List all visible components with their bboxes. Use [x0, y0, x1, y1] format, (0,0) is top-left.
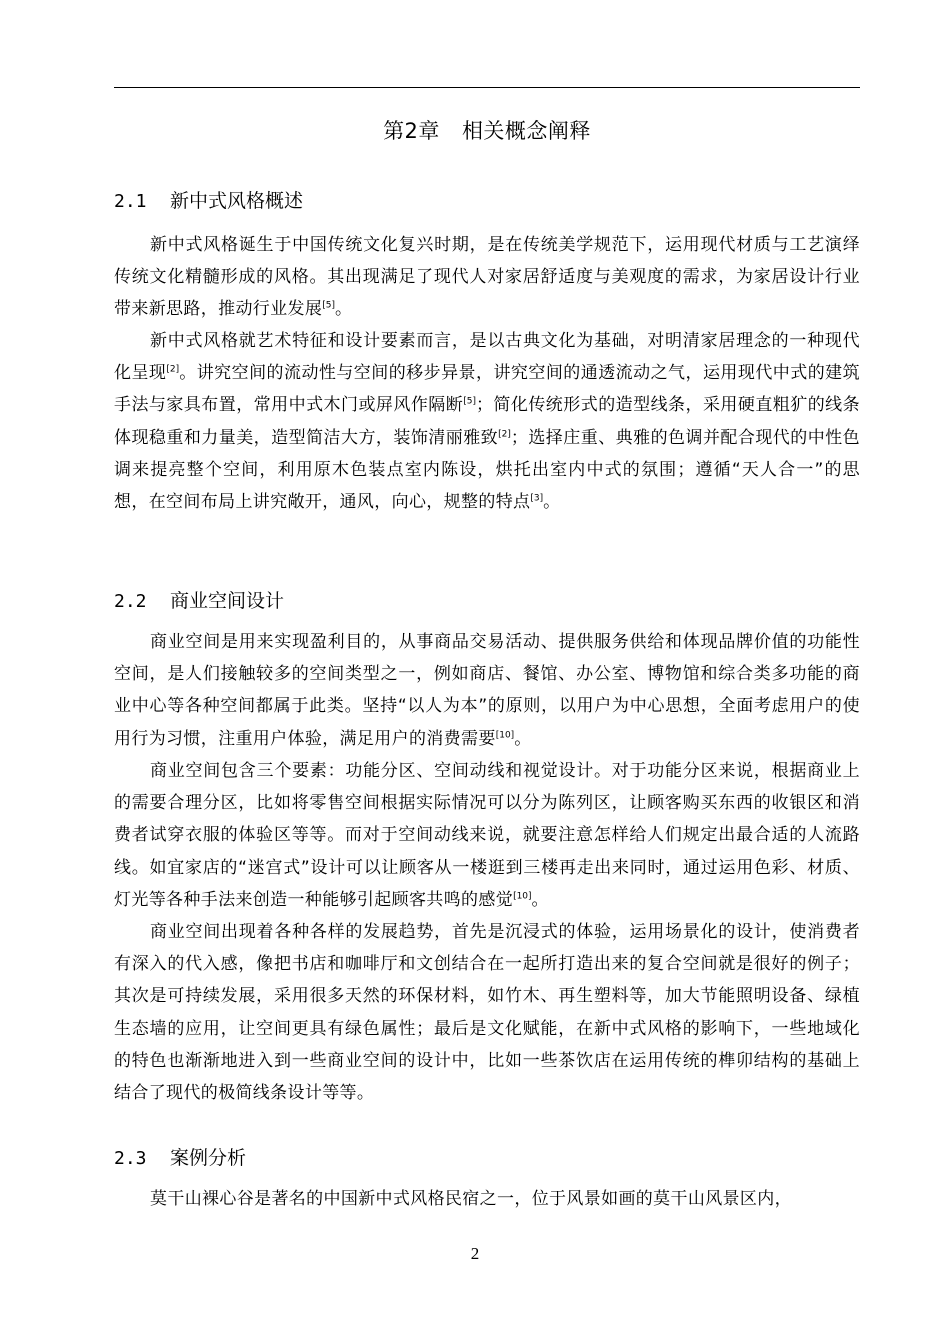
paragraph-text: 新中式风格就艺术特征和设计要素而言，是以古典文化为基础，对明清家居理念的一种现代化呈现: [114, 331, 860, 384]
paragraph-text: 莫干山裸心谷是著名的中国新中式风格民宿之一，位于风景如画的莫干山风景区内，: [150, 1189, 792, 1209]
citation-ref: [10]: [495, 729, 515, 740]
section-number: 2.1: [114, 191, 147, 212]
chapter-number: 第2章: [383, 119, 440, 143]
paragraph-text: 。: [514, 728, 532, 749]
paragraph-text: ；选择庄重、典雅的色调并配合现代的中性色调来提亮整个空间，利用原木色装点室内陈设，烘托出室内中式的氛围；遵循“天人合一”的思想，在空间布局上讲究敞开，通风，向心，规整的特点: [114, 427, 860, 513]
paragraph: [114, 325, 860, 518]
citation-ref: [5]: [322, 300, 335, 311]
section-title: 新中式风格概述: [170, 190, 304, 212]
section-number: 2.2: [114, 591, 147, 612]
section-heading-2-3: [114, 1143, 860, 1174]
page-number: 2: [470, 1244, 480, 1263]
paragraph-text: 商业空间是用来实现盈利目的，从事商品交易活动、提供服务供给和体现品牌价值的功能性空间，是人们接触较多的空间类型之一，例如商店、餐馆、办公室、博物馆和综合类多功能的商业中心等各种空间都属于此类。坚持“以人为本”的原则，以用户为中心思想，全面考虑用户的使用行为习惯，注重用户体验，满足用户的消费需要: [114, 632, 860, 749]
paragraph-text: 。: [531, 889, 549, 910]
citation-ref: [3]: [530, 493, 544, 504]
paragraph-text: 新中式风格诞生于中国传统文化复兴时期，是在传统美学规范下，运用现代材质与工艺演绎传统文化精髓形成的风格。其出现满足了现代人对家居舒适度与美观度的需求，为家居设计行业带来新思路，推动行业发展: [114, 235, 860, 320]
section-heading-2-2: [114, 586, 860, 617]
chapter-name: 相关概念阐释: [461, 119, 591, 143]
paragraph: [114, 626, 860, 755]
section-title: 商业空间设计: [170, 590, 285, 612]
paragraph-text: 。: [543, 492, 561, 513]
paragraph: [114, 229, 860, 326]
paragraph: [114, 916, 860, 1109]
paragraph-text: 商业空间包含三个要素：功能分区、空间动线和视觉设计。对于功能分区来说，根据商业上的需要合理分区，比如将零售空间根据实际情况可以分为陈列区，让顾客购买东西的收银区和消费者试穿衣服的体验区等等。而对于空间动线来说，就要注意怎样给人们规定出最合适的人流路线。如宜家店的“迷宫式”设计可以让顾客从一楼逛到三楼再走出来同时，通过运用色彩、材质、灯光等各种手法来创造一种能够引起顾客共鸣的感觉: [114, 761, 860, 910]
chapter-title: [114, 114, 860, 148]
citation-ref: [5]: [463, 396, 476, 407]
citation-ref: [2]: [498, 428, 511, 439]
paragraph-text: 商业空间出现着各种各样的发展趋势，首先是沉浸式的体验，运用场景化的设计，使消费者有深入的代入感，像把书店和咖啡厅和文创结合在一起所打造出来的复合空间就是很好的例子；其次是可持续发展，采用很多天然的环保材料，如竹木、再生塑料等，加大节能照明设备、绿植生态墙的应用，让空间更具有绿色属性；最后是文化赋能，在新中式风格的影响下，一些地域化的特色也渐渐地进入到一些商业空间的设计中，比如一些茶饮店在运用传统的榫卯结构的基础上结合了现代的极简线条设计等等。: [114, 922, 860, 1104]
citation-ref: [10]: [513, 891, 532, 902]
header-rule: [114, 87, 860, 88]
paragraph-text: 。: [334, 299, 353, 320]
paragraph-text: ；简化传统形式的造型线条，采用硬直粗犷的线条体现稳重和力量美，造型简洁大方，装饰清丽雅致: [114, 395, 860, 448]
paragraph: [114, 1183, 860, 1215]
section-number: 2.3: [114, 1148, 147, 1169]
paragraph: [114, 755, 860, 916]
citation-ref: [2]: [166, 364, 180, 375]
paragraph-text: 。讲究空间的流动性与空间的移步异景，讲究空间的通透流动之气，运用现代中式的建筑手法与家具布置，常用中式木门或屏风作隔断: [114, 363, 860, 416]
section-title: 案例分析: [170, 1147, 247, 1169]
section-heading-2-1: [114, 186, 860, 217]
